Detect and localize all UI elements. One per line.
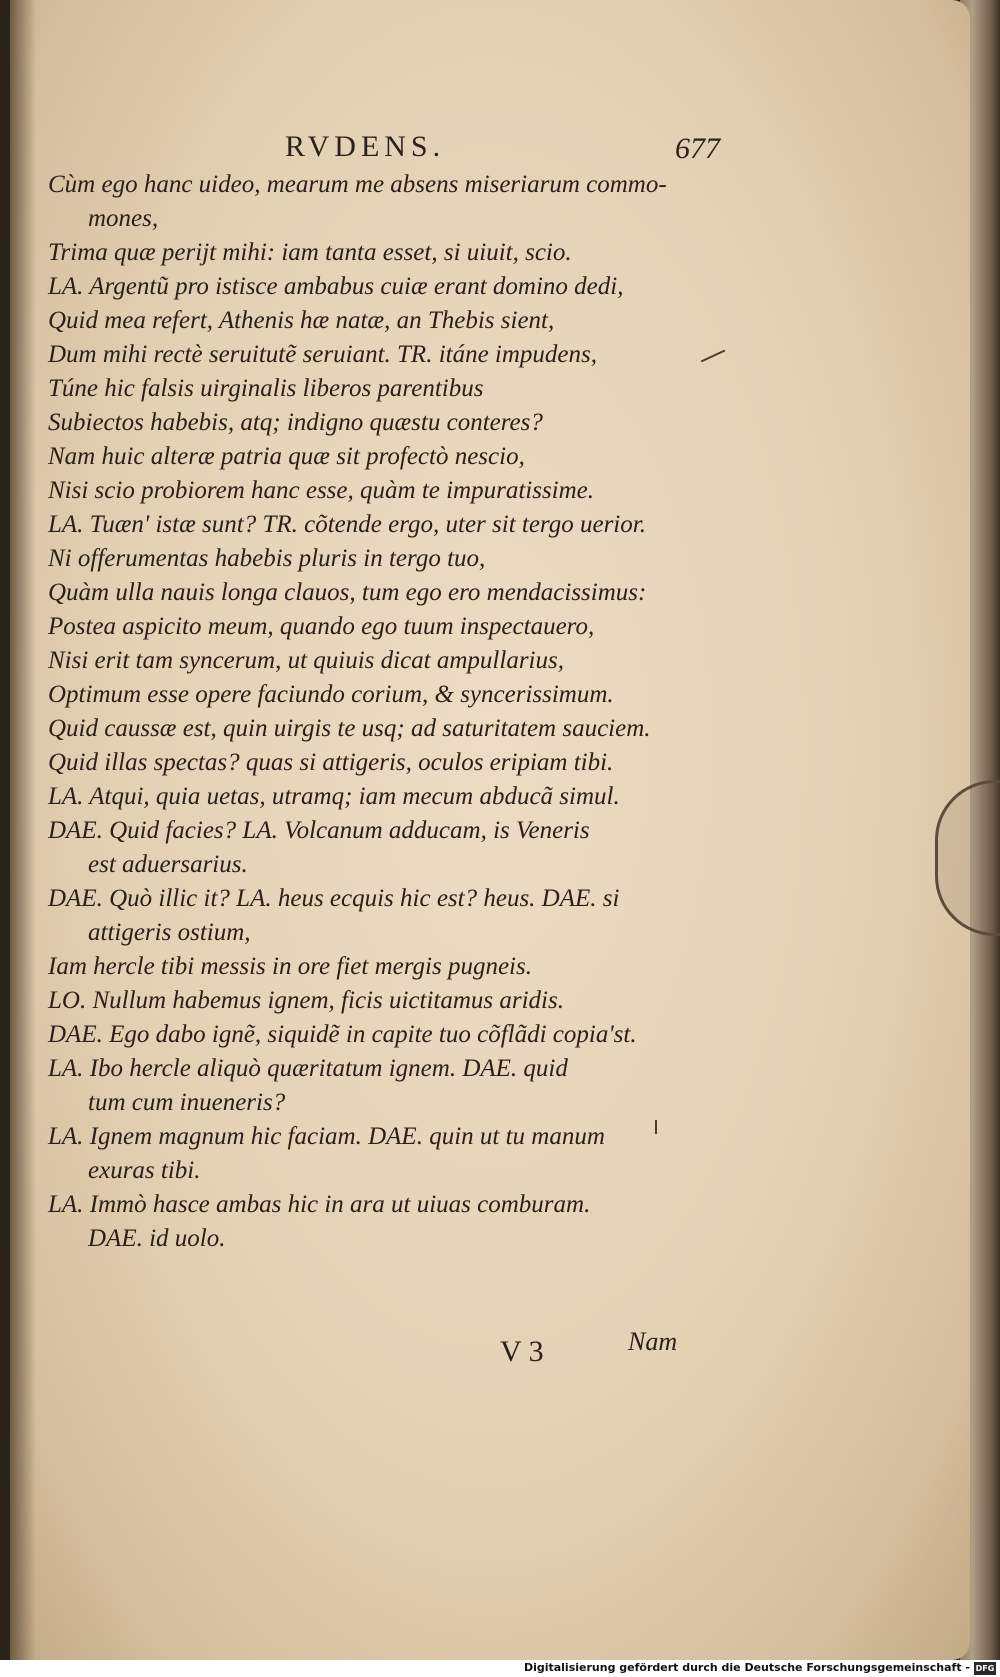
text-line: Postea aspicito meum, quando ego tuum inspectauero, [48,613,595,640]
text-line: Optimum esse opere faciundo corium, & syncerissimum. [48,681,614,708]
signature-mark: V 3 [500,1335,544,1368]
page-footer [400,1327,740,1375]
text-line: LA. Tuæn' istæ sunt? TR. cõtende ergo, uter sit tergo uerior. [48,511,646,538]
text-line: Túne hic falsis uirginalis liberos parentibus [48,375,484,402]
page-number: 677 [675,132,720,165]
text-line: LA. Ignem magnum hic faciam. DAE. quin ut tu manum [48,1123,605,1150]
catchword: Nam [628,1327,678,1356]
text-line: exuras tibi. [88,1157,201,1184]
credit-bar [0,1660,1000,1677]
text-line: Ni offerumentas habebis pluris in tergo tuo, [48,545,486,572]
text-line: Trima quæ perijt mihi: iam tanta esset, si uiuit, scio. [48,239,572,266]
text-line: DAE. Ego dabo ignẽ, siquidẽ in capite tuo cõflãdi copia'st. [48,1021,637,1048]
text-block [48,168,738,1256]
text-line: Iam hercle tibi messis in ore fiet mergis pugneis. [48,953,532,980]
text-line: Quid illas spectas? quas si attigeris, oculos eripiam tibi. [48,749,614,776]
text-line: LA. Atqui, quia uetas, utramq; iam mecum abducã simul. [48,783,620,810]
text-line: Nisi scio probiorem hanc esse, quàm te impuratissime. [48,477,595,504]
dfg-logo: DFG [975,1664,995,1673]
text-line: LA. Argentũ pro istisce ambabus cuiæ erant domino dedi, [48,273,624,300]
credit-text: Digitalisierung gefördert durch die Deutsche Forschungsgemeinschaft - [523,1661,970,1674]
text-line: Subiectos habebis, atq; indigno quæstu conteres? [48,409,543,436]
text-line: Nam huic alteræ patria quæ sit profectò nescio, [48,443,525,470]
text-line: DAE. Quid facies? LA. Volcanum adducam, is Veneris [48,817,590,844]
text-line: Nisi erit tam syncerum, ut quiuis dicat ampullarius, [48,647,564,674]
text-line: Cùm ego hanc uideo, mearum me absens miseriarum commo- [48,171,667,198]
ink-speck [655,1120,657,1134]
text-line: DAE. id uolo. [88,1225,226,1252]
text-line: Quid caussæ est, quin uirgis te usq; ad saturitatem sauciem. [48,715,651,742]
text-line: attigeris ostium, [88,919,251,946]
text-line: LO. Nullum habemus ignem, ficis uictitamus aridis. [48,987,564,1014]
page-header [50,130,740,170]
text-line: LA. Ibo hercle aliquò quæritatum ignem. DAE. quid [48,1055,568,1082]
text-line: est aduersarius. [88,851,248,878]
text-line: Quàm ulla nauis longa clauos, tum ego ero mendacissimus: [48,579,647,606]
text-line: Dum mihi rectè seruitutẽ seruiant. TR. itáne impudens, [48,341,598,368]
running-title: RVDENS. [285,130,446,163]
binding-gutter [10,0,36,1660]
text-line: LA. Immò hasce ambas hic in ara ut uiuas comburam. [48,1191,591,1218]
text-line: Quid mea refert, Athenis hæ natæ, an Thebis sient, [48,307,555,334]
text-line: DAE. Quò illic it? LA. heus ecquis hic est? heus. DAE. si [48,885,620,912]
text-line: mones, [88,205,159,232]
text-line: tum cum inueneris? [88,1089,286,1116]
